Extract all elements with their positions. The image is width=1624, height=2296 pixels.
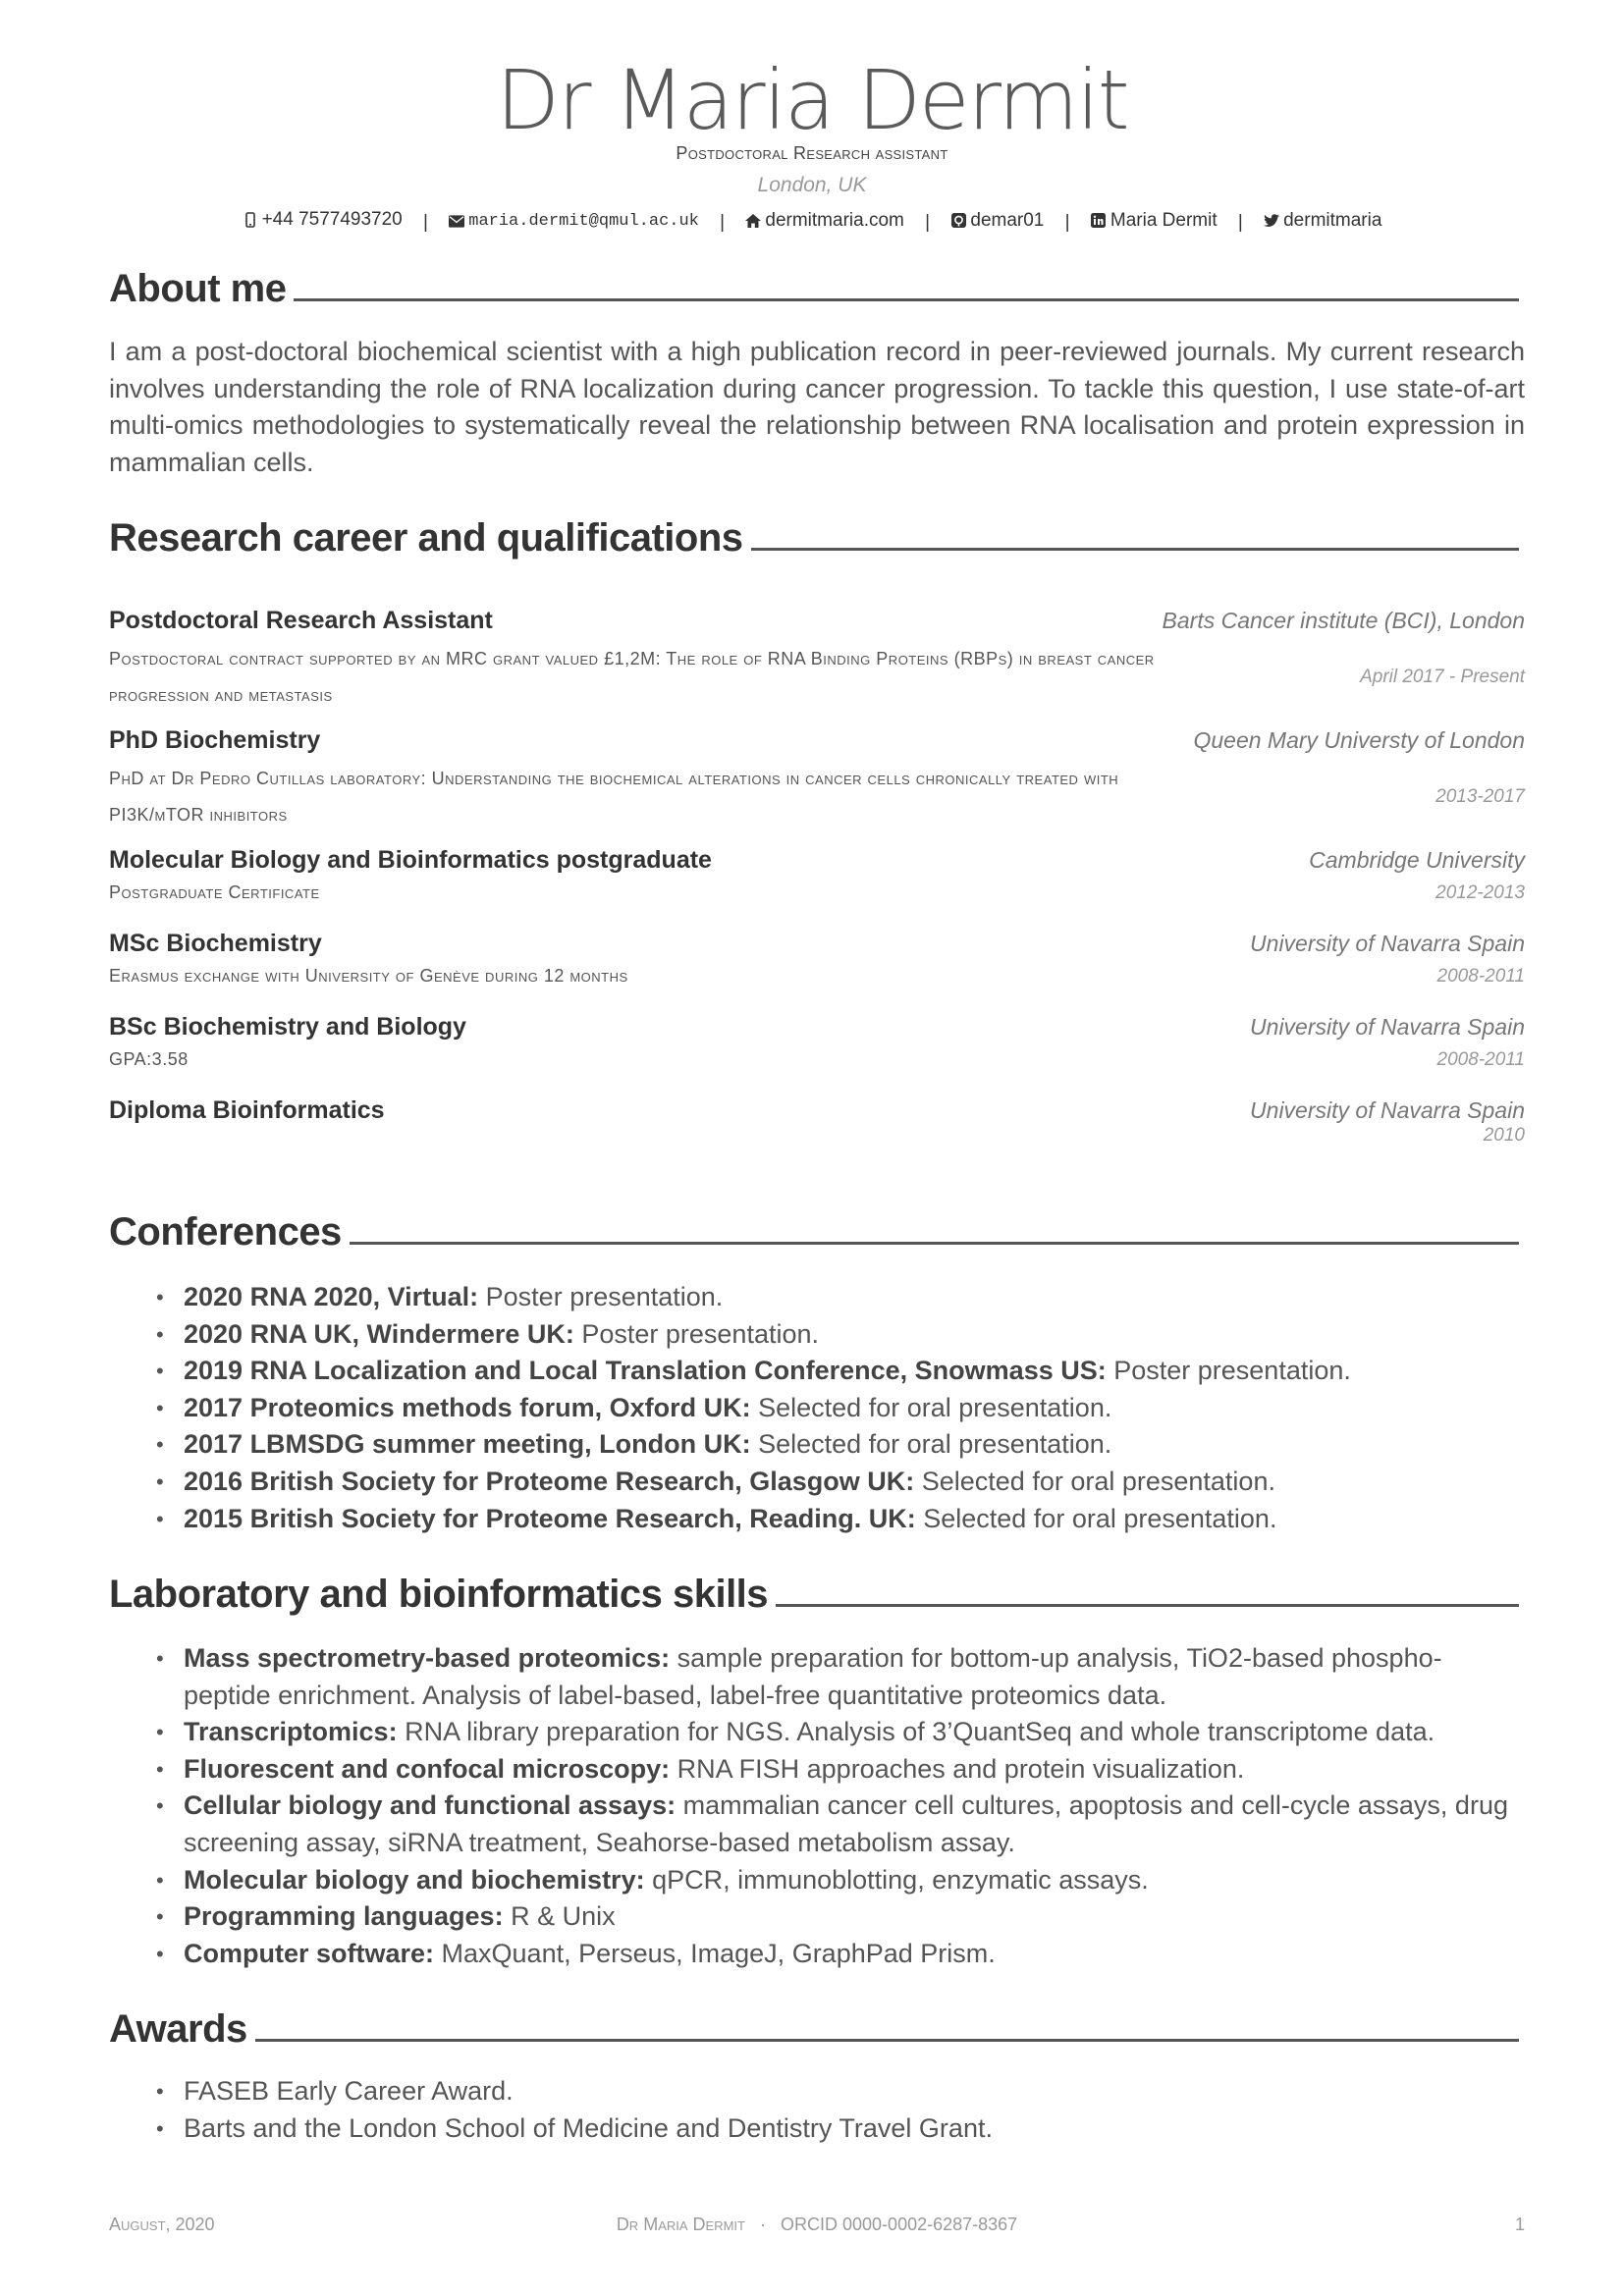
award-item: • FASEB Early Career Award. xyxy=(109,2073,1525,2110)
entry-date: 2010 xyxy=(1483,1125,1525,1146)
section-awards-title xyxy=(109,2007,1519,2052)
section-rule xyxy=(751,548,1520,551)
candidate-name: Dr Maria Dermit xyxy=(496,52,1128,148)
conference-item: • 2017 LBMSDG summer meeting, London UK: Selected for oral presentation. xyxy=(109,1426,1525,1464)
conference-item: • 2020 RNA 2020, Virtual: Poster presentation. xyxy=(109,1279,1525,1316)
entry-organization: University of Navarra Spain xyxy=(1250,1014,1525,1040)
entry-description: GPA:3.58 xyxy=(109,1049,189,1069)
entry-date: 2008-2011 xyxy=(1436,965,1525,987)
email-text: maria.dermit@qmul.ac.uk xyxy=(468,212,699,231)
entry-date: 2012-2013 xyxy=(1435,881,1525,903)
section-heading: About me xyxy=(109,267,287,310)
entry-title: Molecular Biology and Bioinformatics postgraduate xyxy=(109,846,712,874)
conference-item: • 2016 British Society for Proteome Research, Glasgow UK: Selected for oral presentation. xyxy=(109,1464,1525,1501)
entry-description: Erasmus exchange with University of Genève during 12 months xyxy=(109,966,628,986)
career-entry xyxy=(109,1096,1525,1147)
conference-item: • 2020 RNA UK, Windermere UK: Poster presentation. xyxy=(109,1316,1525,1354)
contact-homepage[interactable] xyxy=(745,210,903,232)
contact-linkedin[interactable] xyxy=(1091,210,1218,232)
career-entry xyxy=(109,1013,1525,1078)
entry-description: Postdoctoral contract supported by an MRC grant valued £1,2M: The role of RNA Binding Proteins (RBPs) in breast cancer progression and metastasis xyxy=(109,649,1155,705)
entry-organization: University of Navarra Spain xyxy=(1250,931,1525,956)
skill-item: • Mass spectrometry-based proteomics: sample preparation for bottom-up analysis, TiO2-based phospho-peptide enrichment. Analysis of label-based, label-free quantitative proteomics data. xyxy=(109,1640,1525,1714)
career-entry xyxy=(109,726,1525,833)
award-item: • Barts and the London School of Medicine and Dentistry Travel Grant. xyxy=(109,2110,1525,2148)
homepage-text: dermitmaria.com xyxy=(765,210,904,231)
envelope-icon xyxy=(449,214,464,230)
skill-item: • Computer software: MaxQuant, Perseus, ImageJ, GraphPad Prism. xyxy=(109,1936,1525,1973)
section-rule xyxy=(350,1242,1519,1245)
contact-github[interactable] xyxy=(950,210,1044,232)
twitter-icon xyxy=(1264,213,1279,229)
entry-date: April 2017 - Present xyxy=(1360,667,1525,687)
conferences-list xyxy=(109,1279,1525,1537)
footer-name: Dr Maria Dermit xyxy=(616,2215,745,2234)
phone-text: +44 7577493720 xyxy=(261,209,403,230)
linkedin-icon xyxy=(1091,213,1107,229)
skill-item: • Programming languages: R & Unix xyxy=(109,1898,1525,1936)
separator: | xyxy=(1237,212,1243,233)
footer-orcid[interactable]: ORCID 0000-0002-6287-8367 xyxy=(781,2215,1018,2234)
candidate-address: London, UK xyxy=(757,174,867,196)
entry-description: Postgraduate Certificate xyxy=(109,882,320,902)
contact-phone[interactable] xyxy=(243,209,403,231)
entry-title: MSc Biochemistry xyxy=(109,930,322,957)
contact-bar xyxy=(0,209,1624,234)
mobile-phone-icon xyxy=(243,212,258,228)
conference-item: • 2017 Proteomics methods forum, Oxford UK: Selected for oral presentation. xyxy=(109,1390,1525,1427)
about-paragraph: I am a post-doctoral biochemical scientist with a high publication record in peer-reviewed journals. My current research involves understanding the role of RNA localization during cancer progression. To tackle this question, I use state-of-art multi-omics methodologies to systematically reveal the relationship between RNA localisation and protein expression in mammalian cells. xyxy=(109,337,1525,477)
section-heading: Research career and qualifications xyxy=(109,516,743,560)
skill-item: • Fluorescent and confocal microscopy: RNA FISH approaches and protein visualization. xyxy=(109,1751,1525,1789)
entry-date: 2013-2017 xyxy=(1435,786,1525,807)
section-conferences-title xyxy=(109,1210,1519,1255)
separator: | xyxy=(423,212,428,233)
contact-twitter[interactable] xyxy=(1264,210,1381,232)
conference-item: • 2015 British Society for Proteome Research, Reading. UK: Selected for oral presentation. xyxy=(109,1501,1525,1538)
section-about-title xyxy=(109,267,1519,311)
footer-center xyxy=(109,2215,1525,2235)
section-heading: Laboratory and bioinformatics skills xyxy=(109,1573,769,1616)
entry-date: 2008-2011 xyxy=(1436,1048,1525,1070)
linkedin-text: Maria Dermit xyxy=(1110,209,1218,231)
career-entry xyxy=(109,607,1525,714)
skills-list xyxy=(109,1640,1525,1972)
separator: | xyxy=(720,212,726,233)
entry-title: Postdoctoral Research Assistant xyxy=(109,607,493,634)
footer-date: August, 2020 xyxy=(109,2215,215,2234)
entry-organization: Barts Cancer institute (BCI), London xyxy=(1162,608,1525,633)
candidate-position: Postdoctoral Research assistant xyxy=(676,143,948,163)
entry-organization: Cambridge University xyxy=(1309,847,1525,873)
contact-email[interactable] xyxy=(449,212,699,231)
entry-description: PhD at Dr Pedro Cutillas laboratory: Understanding the biochemical alterations in cancer cells chronically treated with PI3K/mTOR inhibitors xyxy=(109,769,1119,825)
separator: | xyxy=(1064,212,1070,233)
home-icon xyxy=(745,213,761,229)
career-entry xyxy=(109,846,1525,911)
career-entry xyxy=(109,930,1525,994)
section-heading: Conferences xyxy=(109,1210,342,1254)
section-heading: Awards xyxy=(109,2007,247,2051)
entry-organization: University of Navarra Spain xyxy=(1250,1097,1525,1123)
section-rule xyxy=(776,1604,1519,1607)
skill-item: • Transcriptomics: RNA library preparation for NGS. Analysis of 3’QuantSeq and whole transcriptome data. xyxy=(109,1714,1525,1751)
separator: | xyxy=(925,212,931,233)
entry-organization: Queen Mary Universty of London xyxy=(1193,727,1525,753)
section-skills-title xyxy=(109,1573,1519,1617)
skill-item: • Molecular biology and biochemistry: qPCR, immunoblotting, enzymatic assays. xyxy=(109,1862,1525,1899)
entry-title: BSc Biochemistry and Biology xyxy=(109,1013,466,1041)
twitter-text: dermitmaria xyxy=(1283,210,1382,231)
footer-dot: · xyxy=(760,2215,766,2234)
page-number: 1 xyxy=(1514,2215,1525,2234)
entry-title: PhD Biochemistry xyxy=(109,726,321,754)
skill-item: • Cellular biology and functional assays: mammalian cancer cell cultures, apoptosis and cell-cycle assays, drug screening assay, siRNA treatment, Seahorse-based metabolism assay. xyxy=(109,1788,1525,1861)
section-rule xyxy=(294,298,1519,301)
awards-list xyxy=(109,2073,1525,2147)
github-text: demar01 xyxy=(970,209,1045,231)
github-icon xyxy=(950,213,966,229)
section-rule xyxy=(255,2039,1519,2042)
entry-title: Diploma Bioinformatics xyxy=(109,1096,385,1124)
conference-item: • 2019 RNA Localization and Local Translation Conference, Snowmass US: Poster presentation. xyxy=(109,1353,1525,1390)
section-career-title xyxy=(109,516,1519,561)
